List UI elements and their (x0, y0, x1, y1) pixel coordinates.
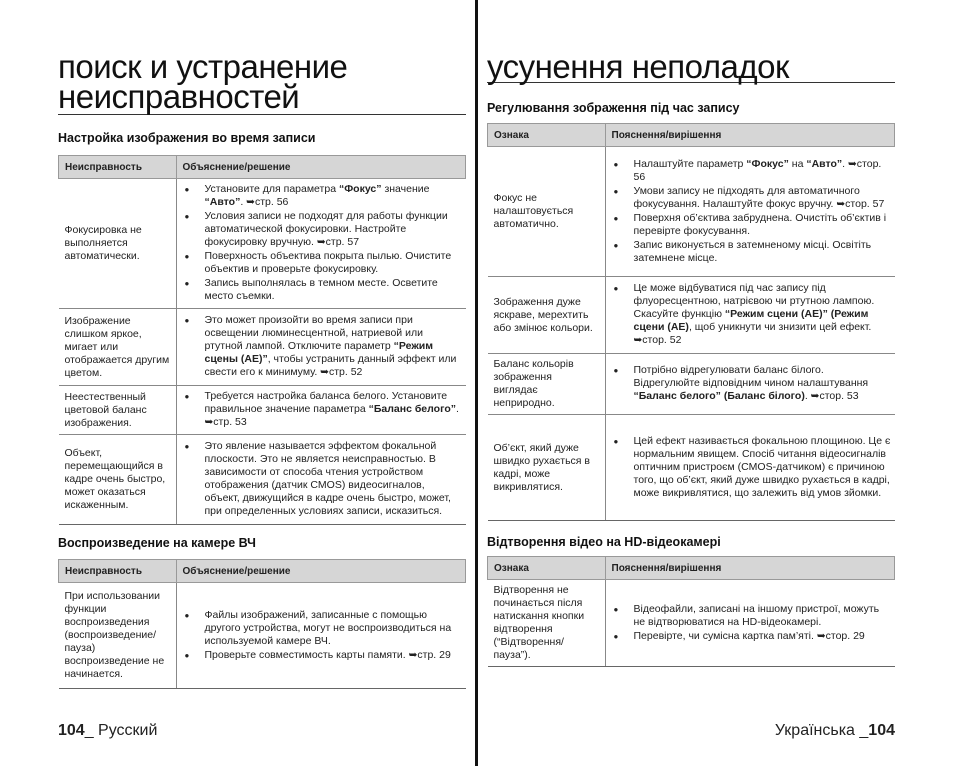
solution-list (183, 390, 462, 429)
table-row (59, 435, 466, 525)
column-divider (475, 0, 478, 766)
list-item: ● Проверьте совместимость карты памяти. ➥стр. 29 (183, 649, 462, 662)
list-item: ● Цей ефект називається фокальною площиною. Це є нормальним явищем. Спосіб читання відеосигналів оптичним пристроєм (CMOS-датчиком) є причиною того, що об’єкт, який дуже швидко рухається в кадрі, може викривлятися, що залежить від умов зйомки. (612, 435, 891, 500)
col-header-solution: Пояснення/вирішення (605, 557, 895, 580)
page-number: 104 (868, 722, 895, 739)
footer-language: _ Русский (84, 722, 158, 739)
solution-list (183, 314, 462, 379)
page-number: 104 (58, 722, 85, 739)
table-row (59, 309, 466, 386)
title-line-2: неисправностей (58, 78, 300, 115)
section-heading-recording-ru: Настройка изображения во время записи (58, 131, 316, 145)
table-row (59, 179, 466, 309)
title-line-1: поиск и устранение (58, 48, 348, 85)
problem-cell: Зображення дуже яскраве, мерехтить або змінює кольори. (488, 277, 606, 354)
problem-cell: Відтворення не починається після натискання кнопки відтворення (“Відтворення/ пауза”). (488, 580, 606, 667)
problem-cell: Объект, перемещающийся в кадре очень быстро, может оказаться искаженным. (59, 435, 177, 525)
section-heading-playback-ru: Воспроизведение на камере ВЧ (58, 536, 256, 550)
list-item: ● Запис виконується в затемненому місці. Освітіть затемнене місце. (612, 239, 891, 265)
troubleshoot-table-playback-uk (487, 556, 895, 667)
left-column (58, 0, 466, 689)
right-column (487, 0, 895, 667)
col-header-problem: Ознака (488, 557, 606, 580)
list-item: ● Поверхня об’єктива забруднена. Очистіть об’єктив і перевірте фокусування. (612, 212, 891, 238)
list-item: ● Умови запису не підходять для автоматичного фокусування. Налаштуйте фокус вручну. ➥стор. 57 (612, 185, 891, 211)
solution-list (612, 282, 891, 347)
table-row (59, 583, 466, 689)
problem-cell: Баланс кольорів зображення виглядає неприродно. (488, 354, 606, 415)
list-item: ● Это явление называется эффектом фокальной плоскости. Это не является неисправностью. В зависимости от способа чтения устройством отображения (датчик CMOS) видеосигналов, объект, движущийся в кадре очень быстро, может, при определенных условиях записи, исказиться. (183, 440, 462, 518)
footer-page-number-ru (58, 722, 157, 740)
solution-cell (605, 415, 895, 521)
solution-cell (605, 580, 895, 667)
troubleshoot-table-recording-ru (58, 155, 466, 525)
col-header-solution: Пояснення/вирішення (605, 124, 895, 147)
list-item: ● Це може відбуватися під час запису під флуоресцентною, натрієвою чи ртутною лампою. Скасуйте функцію “Режим сцени (AE)” (Режим сцени (AE), щоб уникнути чи знизити цей ефект. ➥стор. 52 (612, 282, 891, 347)
solution-list (612, 603, 891, 643)
solution-cell (605, 277, 895, 354)
table-row (488, 277, 895, 354)
problem-cell: Неестественный цветовой баланс изображения. (59, 386, 177, 435)
table-row (488, 354, 895, 415)
solution-cell (176, 583, 466, 689)
list-item: ● Потрібно відрегулювати баланс білого. Відрегулюйте відповідним чином налаштування “Баланс белого” (Баланс білого). ➥стор. 53 (612, 364, 891, 403)
col-header-problem: Ознака (488, 124, 606, 147)
solution-list (183, 609, 462, 662)
problem-cell: Фокусировка не выполняется автоматически. (59, 179, 177, 309)
list-item: ● Перевірте, чи сумісна картка пам’яті. ➥стор. 29 (612, 630, 891, 643)
solution-list (183, 183, 462, 303)
solution-list (612, 435, 891, 500)
table-row (488, 415, 895, 521)
list-item: ● Условия записи не подходят для работы функции автоматической фокусировки. Настройте фокусировку вручную. ➥стр. 57 (183, 210, 462, 249)
troubleshoot-table-recording-uk (487, 123, 895, 521)
section-heading-playback-uk: Відтворення відео на HD-відеокамері (487, 535, 721, 549)
list-item: ● Поверхность объектива покрыта пылью. Очистите объектив и проверьте фокусировку. (183, 250, 462, 276)
section-heading-recording-uk: Регулювання зображення під час запису (487, 101, 740, 115)
list-item: ● Требуется настройка баланса белого. Установите правильное значение параметра “Баланс белого”. ➥стр. 53 (183, 390, 462, 429)
table-row (488, 147, 895, 277)
list-item: ● Установите для параметра “Фокус” значение “Авто”. ➥стр. 56 (183, 183, 462, 209)
col-header-problem: Неисправность (59, 560, 177, 583)
footer-language: Українська _ (774, 722, 869, 739)
problem-cell: Изображение слишком яркое, мигает или отображается другим цветом. (59, 309, 177, 386)
solution-cell (176, 179, 466, 309)
footer-page-number-uk (775, 722, 895, 740)
problem-cell: При использовании функции воспроизведения (воспроизведение/ пауза) воспроизведение не начинается. (59, 583, 177, 689)
col-header-problem: Неисправность (59, 156, 177, 179)
list-item: ● Відеофайли, записані на іншому пристрої, можуть не відтворюватися на HD-відеокамері. (612, 603, 891, 629)
col-header-solution: Объяснение/решение (176, 156, 466, 179)
page-title-uk: усунення неполадок (487, 52, 895, 83)
page-title-ru (58, 48, 466, 115)
list-item: ● Это может произойти во время записи при освещении люминесцентной, натриевой или ртутной лампой. Отключите параметр “Режим сцены (AE)”, чтобы устранить данный эффект или свести его к минимуму. ➥стр. 52 (183, 314, 462, 379)
list-item: ● Налаштуйте параметр “Фокус” на “Авто”. ➥стор. 56 (612, 158, 891, 184)
solution-cell (605, 354, 895, 415)
list-item: ● Файлы изображений, записанные с помощью другого устройства, могут не воспроизводиться на используемой камере ВЧ. (183, 609, 462, 648)
solution-list (612, 158, 891, 265)
solution-list (612, 364, 891, 403)
problem-cell: Фокус не налаштовується автоматично. (488, 147, 606, 277)
solution-cell (605, 147, 895, 277)
solution-cell (176, 435, 466, 525)
list-item: ● Запись выполнялась в темном месте. Осветите место съемки. (183, 277, 462, 303)
table-row (488, 580, 895, 667)
table-row (59, 386, 466, 435)
solution-list (183, 440, 462, 518)
col-header-solution: Объяснение/решение (176, 560, 466, 583)
troubleshoot-table-playback-ru (58, 559, 466, 689)
solution-cell (176, 309, 466, 386)
problem-cell: Об’єкт, який дуже швидко рухається в кадрі, може викривлятися. (488, 415, 606, 521)
solution-cell (176, 386, 466, 435)
